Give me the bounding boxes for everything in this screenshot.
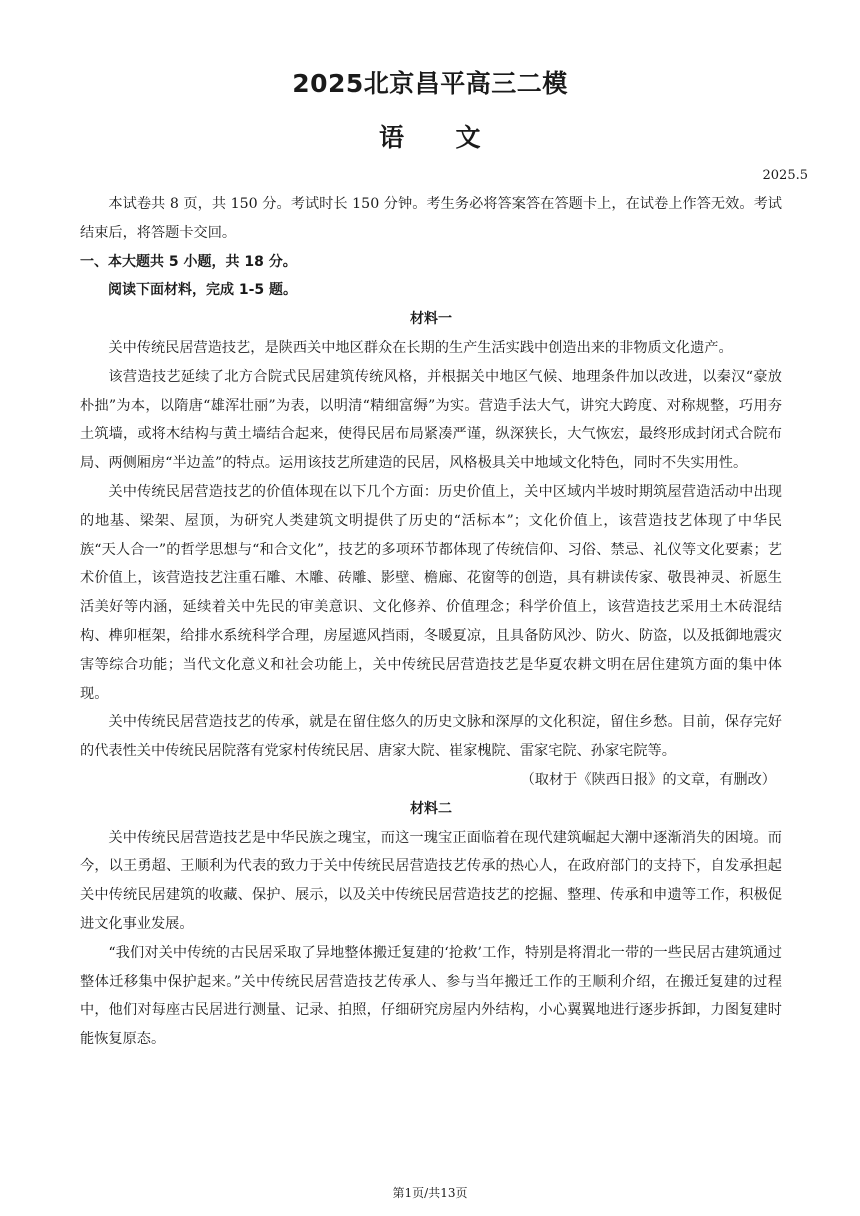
instructions-paragraph: 本试卷共 8 页，共 150 分。考试时长 150 分钟。考生务必将答案答在答题卡上，在试卷上作答无效。考试结束后，将答题卡交回。 bbox=[80, 196, 782, 241]
material-two-paragraph: “我们对关中传统的古民居采取了异地整体搬迁复建的‘抢救’工作，特别是将渭北一带的一些民居古建筑通过整体迁移集中保护起来。”关中传统民居营造技艺传承人、参与当年搬迁工作的王顺利介绍，在搬迁复建的过程中，他们对每座古民居进行测量、记录、拍照，仔细研究房屋内外结构，小心翼翼地进行逐步拆卸，力图复建时能恢复原态。 bbox=[80, 944, 782, 1048]
material-one-paragraph: 关中传统民居营造技艺的价值体现在以下几个方面：历史价值上，关中区域内半坡时期筑屋营造活动中出现的地基、梁架、屋顶，为研究人类建筑文明提供了历史的“活标本”；文化价值上，该营造技艺体现了中华民族“天人合一”的哲学思想与“和合文化”，技艺的多项环节都体现了传统信仰、习俗、禁忌、礼仪等文化要素；艺术价值上，该营造技艺注重石雕、木雕、砖雕、影壁、檐廊、花窗等的创造，具有耕读传家、敬畏神灵、祈愿生活美好等内涵，延续着关中先民的审美意识、文化修养、价值理念；科学价值上，该营造技艺采用土木砖混结构、榫卯框架，给排水系统科学合理，房屋遮风挡雨，冬暖夏凉，且具备防风沙、防火、防盗，以及抵御地震灾害等综合功能；当代文化意义和社会功能上，关中传统民居营造技艺是华夏农耕文明在居住建筑方面的集中体现。 bbox=[80, 483, 782, 702]
material-one-paragraph: 关中传统民居营造技艺，是陕西关中地区群众在长期的生产生活实践中创造出来的非物质文化遗产。 bbox=[108, 339, 733, 356]
material-one-paragraph: 该营造技艺延续了北方合院式民居建筑传统风格，并根据关中地区气候、地理条件加以改进，以秦汉“豪放朴拙”为本，以隋唐“雄浑壮丽”为表，以明清“精细富缛”为实。营造手法大气，讲究大跨度、对称规整，巧用夯土筑墙，或将木结构与黄土墙结合起来，使得民居布局紧凑严谨，纵深狭长，大气恢宏，最终形成封闭式合院布局、两侧厢房“半边盖”的特点。运用该技艺所建造的民居，风格极具关中地域文化特色，同时不失实用性。 bbox=[80, 368, 782, 472]
material-one-paragraph: 关中传统民居营造技艺的传承，就是在留住悠久的历史文脉和深厚的文化积淀，留住乡愁。目前，保存完好的代表性关中传统民居院落有党家村传统民居、唐家大院、崔家槐院、雷家宅院、孙家宅院等。 bbox=[80, 714, 782, 760]
material-two-heading: 材料二 bbox=[410, 800, 452, 817]
section-prompt: 阅读下面材料，完成 1-5 题。 bbox=[108, 282, 298, 299]
material-one-source: （取材于《陕西日报》的文章，有删改） bbox=[520, 771, 776, 788]
exam-date: 2025.5 bbox=[762, 168, 808, 183]
material-two-paragraph: 关中传统民居营造技艺是中华民族之瑰宝，而这一瑰宝正面临着在现代建筑崛起大潮中逐渐消失的困境。而今，以王勇超、王顺利为代表的致力于关中传统民居营造技艺传承的热心人，在政府部门的支持下，自发承担起关中传统民居建筑的收藏、保护、展示，以及关中传统民居营造技艺的挖掘、整理、传承和申遗等工作，积极促进文化事业发展。 bbox=[80, 829, 782, 932]
exam-body bbox=[80, 190, 782, 1054]
exam-title: 2025北京昌平高三二模 bbox=[292, 69, 568, 98]
subject-title: 语 文 bbox=[378, 123, 481, 152]
page-number: 第1页/共13页 bbox=[392, 1186, 468, 1200]
material-one-heading: 材料一 bbox=[410, 311, 452, 328]
section-heading: 一、本大题共 5 小题，共 18 分。 bbox=[80, 253, 297, 270]
